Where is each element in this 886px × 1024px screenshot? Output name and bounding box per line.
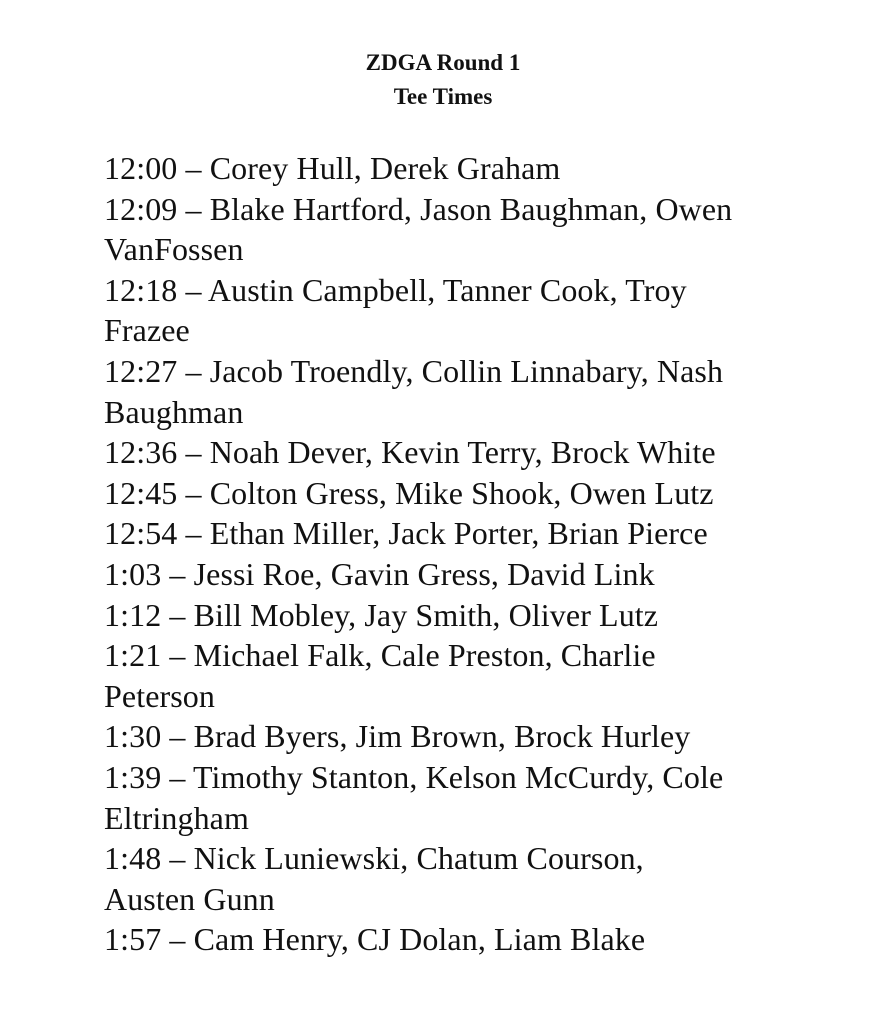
title-block [0,46,886,114]
page-subtitle: Tee Times [393,84,493,109]
tee-time-line: 12:18 – Austin Campbell, Tanner Cook, Troy [104,271,687,308]
tee-time-line-continuation: Eltringham [104,799,249,836]
tee-time-line: 12:00 – Corey Hull, Derek Graham [104,150,561,186]
tee-time-line-continuation: Austen Gunn [104,880,275,917]
tee-time-line: 1:03 – Jessi Roe, Gavin Gress, David Link [104,555,655,592]
tee-time-line: 12:45 – Colton Gress, Mike Shook, Owen Lutz [104,474,714,511]
page-title: ZDGA Round 1 [365,50,521,75]
tee-time-line: 12:36 – Noah Dever, Kevin Terry, Brock White [104,434,716,471]
tee-time-line: 12:27 – Jacob Troendly, Collin Linnabary, Nash [104,352,724,389]
tee-time-line: 1:57 – Cam Henry, CJ Dolan, Liam Blake [104,921,646,958]
tee-time-line: 1:21 – Michael Falk, Cale Preston, Charlie [104,637,656,674]
tee-time-line-continuation: Baughman [104,393,244,430]
tee-time-line: 1:12 – Bill Mobley, Jay Smith, Oliver Lutz [104,596,659,633]
tee-time-line: 1:39 – Timothy Stanton, Kelson McCurdy, Cole [104,758,724,795]
tee-time-line: 1:30 – Brad Byers, Jim Brown, Brock Hurley [104,718,691,755]
tee-time-line-continuation: Peterson [104,677,216,714]
tee-time-line-continuation: Frazee [104,312,190,349]
tee-time-line-continuation: VanFossen [104,231,244,268]
tee-times-list [104,148,794,960]
tee-time-line: 1:48 – Nick Luniewski, Chatum Courson, [104,840,644,877]
tee-time-line: 12:09 – Blake Hartford, Jason Baughman, Owen [104,190,733,227]
tee-time-line: 12:54 – Ethan Miller, Jack Porter, Brian Pierce [104,515,708,552]
